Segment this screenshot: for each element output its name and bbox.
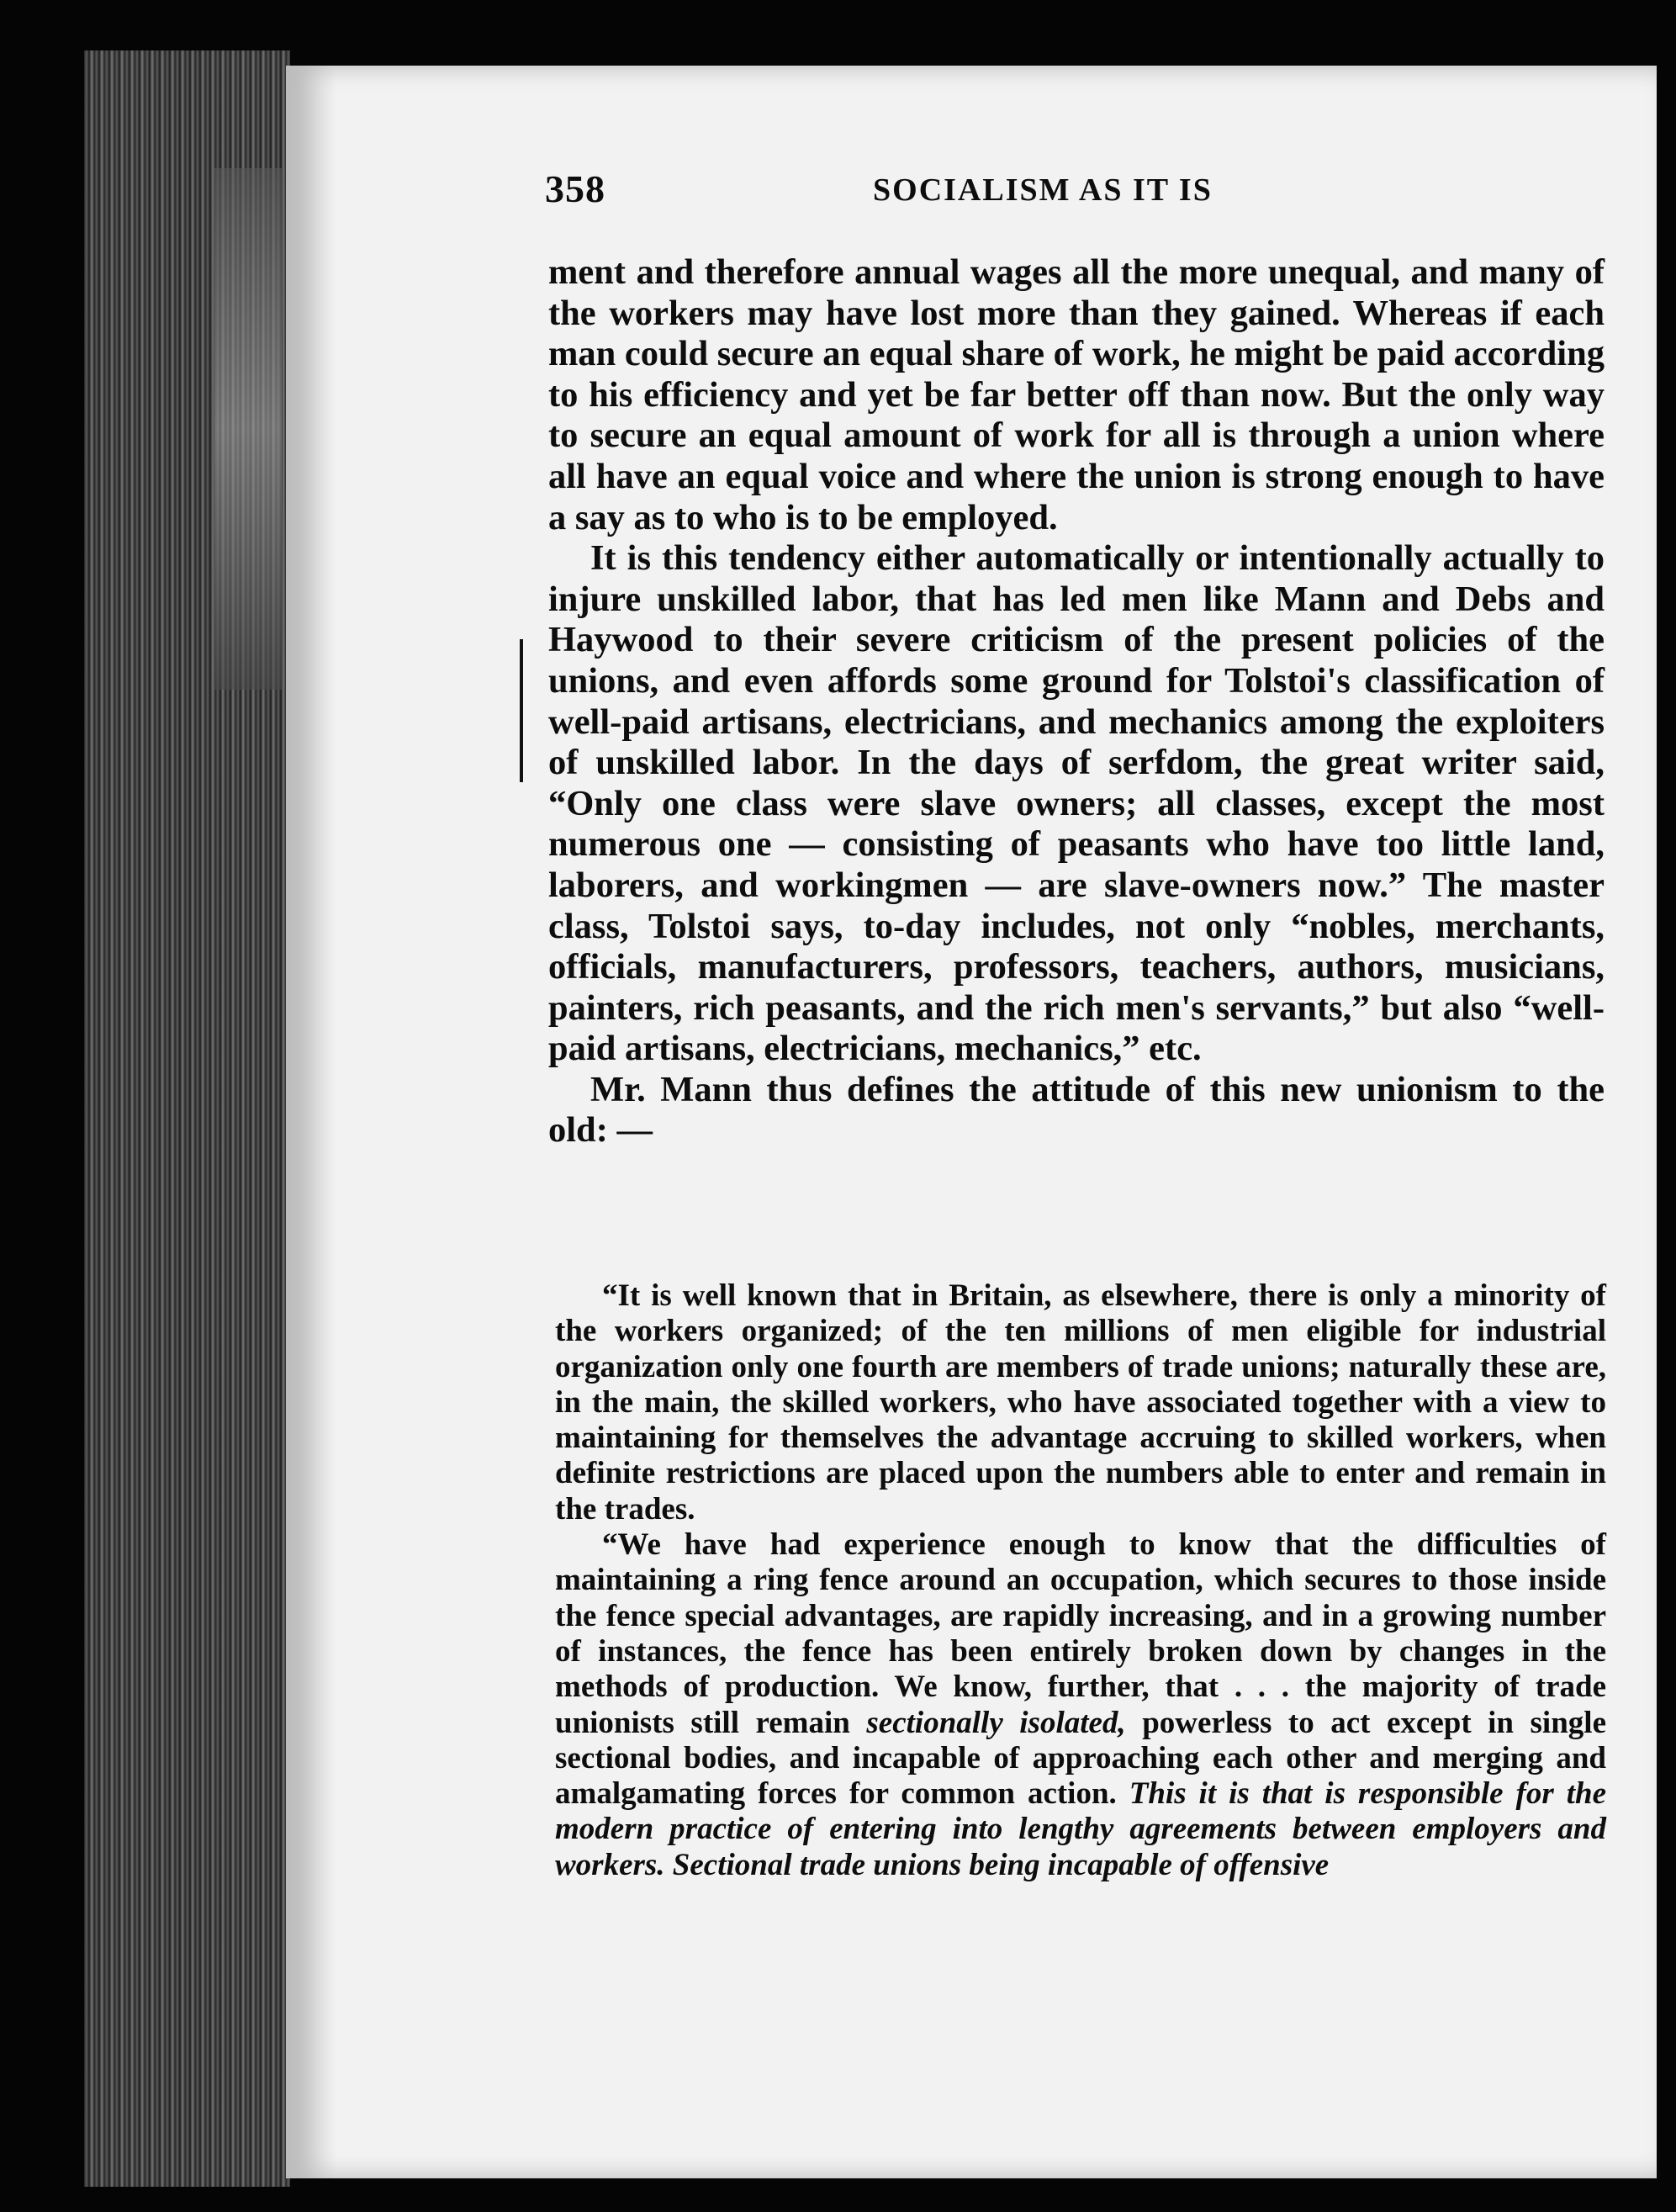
quote-paragraph: “It is well known that in Britain, as elsewhere, there is only a minority of the workers organized; of the ten millions of men eligible for industrial organization only one fourth are members of trade unions; naturally these are, in the main, the skilled workers, who have associated together with a view to maintaining for themselves the advantage accruing to skilled workers, when definite restrictions are placed upon the numbers able to enter and remain in the trades. xyxy=(555,1278,1606,1527)
quote-italic-text: sectionally isolated, xyxy=(866,1705,1126,1740)
quote-text: “We have had experience enough to know that the difficulties of maintaining a ring fence around an occupation, which secures to those inside the fence special advantages, are rapidly increasing, and in a growing number of instances, the fence has been entirely broken down by changes in the methods of production. We know, further, that . . . the majority of trade unionists still remain xyxy=(555,1527,1606,1740)
paragraph: ment and therefore annual wages all the more unequal, and many of the workers may have lost more than they gained. Whereas if each man could secure an equal share of work, he might be paid according to his efficiency and yet be far better off than now. But the only way to secure an equal amount of work for all is through a union where all have an equal voice and where the union is strong enough to have a say as to who is to be employed. xyxy=(548,252,1605,537)
paragraph: Mr. Mann thus defines the attitude of this new unionism to the old: — xyxy=(548,1069,1605,1151)
paragraph: It is this tendency either automatically or intentionally actually to injure unskilled labor, that has led men like Mann and Debs and Haywood to their severe criticism of the present policies of the unions, and even affords some ground for Tolstoi's classification of well-paid artisans, electricians, and mechanics among the exploiters of unskilled labor. In the days of serfdom, the great writer said, “Only one class were slave owners; all classes, except the most numerous one — consisting of peasants who have too little land, laborers, and workingmen — are slave-owners now.” The master class, Tolstoi says, to-day includes, not only “nobles, merchants, officials, manufacturers, professors, teachers, authors, musicians, painters, rich peasants, and the rich men's servants,” but also “well-paid artisans, electricians, mechanics,” etc. xyxy=(548,538,1605,1069)
page-header xyxy=(545,167,1606,217)
page-gutter-shadow xyxy=(286,66,336,2178)
quote-italic-text: This it is that is responsible for the modern practice of entering into lengthy agreements between employers and workers. Sectional trade unions being incapable of offensive xyxy=(555,1776,1606,1882)
quote-paragraph xyxy=(555,1527,1606,1883)
margin-mark xyxy=(520,639,533,782)
block-quote xyxy=(555,1278,1606,1883)
library-stamp xyxy=(214,168,282,690)
running-head: SOCIALISM AS IT IS xyxy=(873,172,1213,208)
quote-text: powerless to act except in single sectional bodies, and incapable of approaching each other and merging and amalgamating forces for common action. xyxy=(555,1705,1606,1812)
body-text xyxy=(548,252,1605,1151)
page-number: 358 xyxy=(545,167,605,210)
